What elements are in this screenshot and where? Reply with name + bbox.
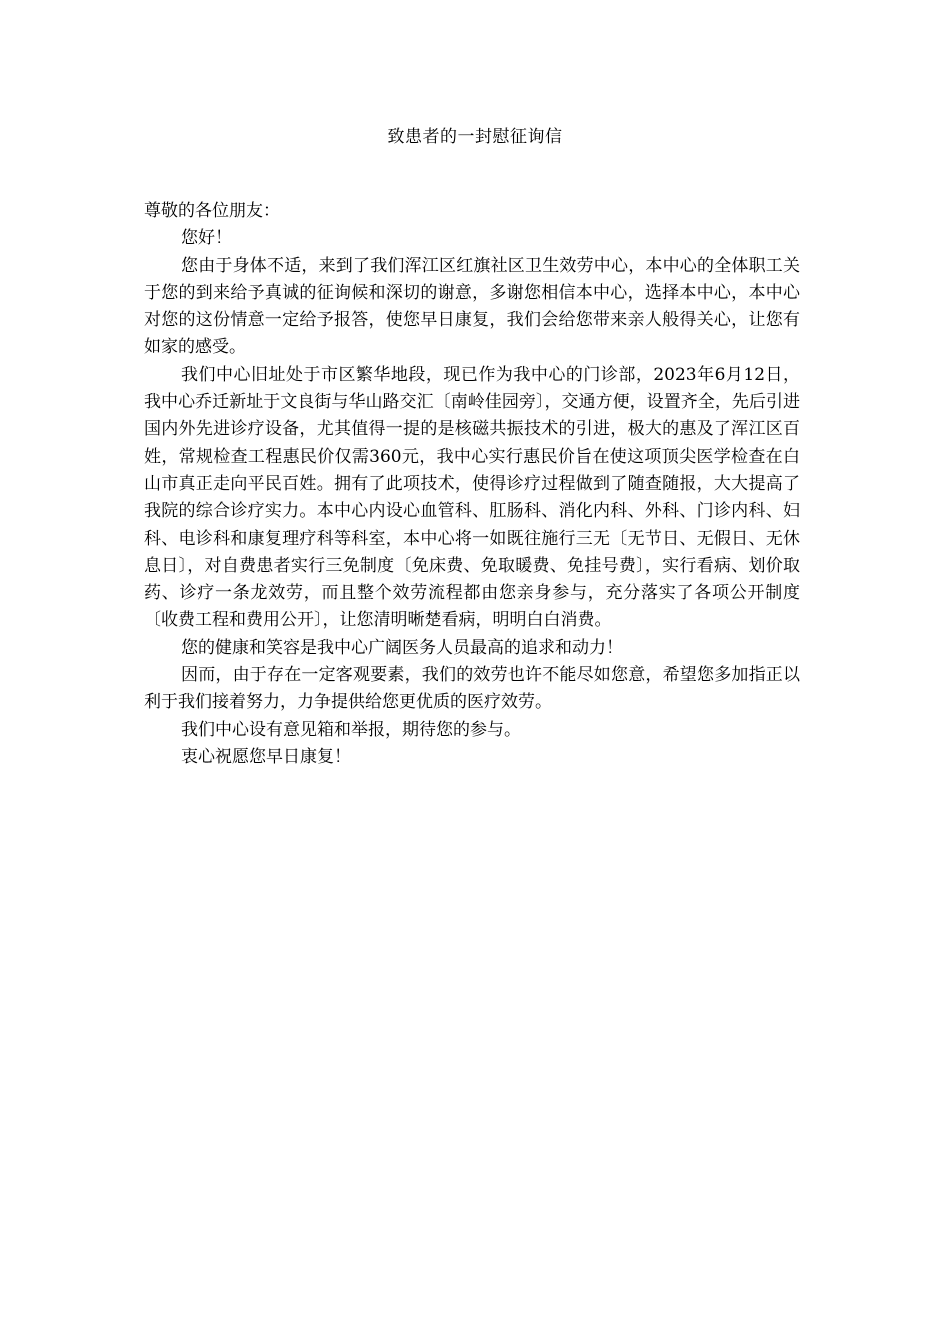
health-goal-paragraph: 您的健康和笑容是我中心广阔医务人员最高的追求和动力！: [181, 637, 623, 658]
welcome-paragraph: 您由于身体不适，来到了我们浑江区红旗社区卫生效劳中心，本中心的全体职工关于您的到来给予真诚的征询候和深切的谢意，多谢您相信本中心，选择本中心，本中心对您的这份情意一定给予报答，使您早日康复，我们会给您带来亲人般得关心，让您有如家的感受。: [144, 255, 800, 358]
feedback-paragraph: 因而，由于存在一定客观要素，我们的效劳也许不能尽如您意，希望您多加指正以利于我们接着努力，力争提供给您更优质的医疗效劳。: [144, 665, 800, 713]
salutation: 尊敬的各位朋友：: [144, 201, 280, 221]
greeting-paragraph: 您好！: [181, 228, 232, 249]
letter-body: [144, 198, 800, 771]
facility-paragraph: 我们中心旧址处于市区繁华地段，现已作为我中心的门诊部，2023年6月12日，我中心乔迁新址于文良街与华山路交汇〔南岭佳园旁〕，交通方便，设置齐全，先后引进国内外先进诊疗设备，尤其值得一提的是核磁共振技术的引进，极大的惠及了浑江区百姓，常规检查工程惠民价仅需360元，我中心实行惠民价旨在使这项顶尖医学检查在白山市真正走向平民百姓。拥有了此项技术，使得诊疗过程做到了随查随报，大大提高了我院的综合诊疗实力。本中心内设心血管科、肛肠科、消化内科、外科、门诊内科、妇科、电诊科和康复理疗科等科室，本中心将一如既往施行三无〔无节日、无假日、无休息日〕，对自费患者实行三免制度〔免床费、免取暖费、免挂号费〕，实行看病、划价取药、诊疗一条龙效劳，而且整个效劳流程都由您亲身参与，充分落实了各项公开制度〔收费工程和费用公开〕，让您清明晰楚看病，明明白白消费。: [144, 364, 800, 631]
letter-title: 致患者的一封慰征询信: [387, 127, 563, 147]
closing-wish-paragraph: 衷心祝愿您早日康复！: [181, 746, 351, 767]
suggestion-box-paragraph: 我们中心设有意见箱和举报，期待您的参与。: [181, 719, 521, 740]
